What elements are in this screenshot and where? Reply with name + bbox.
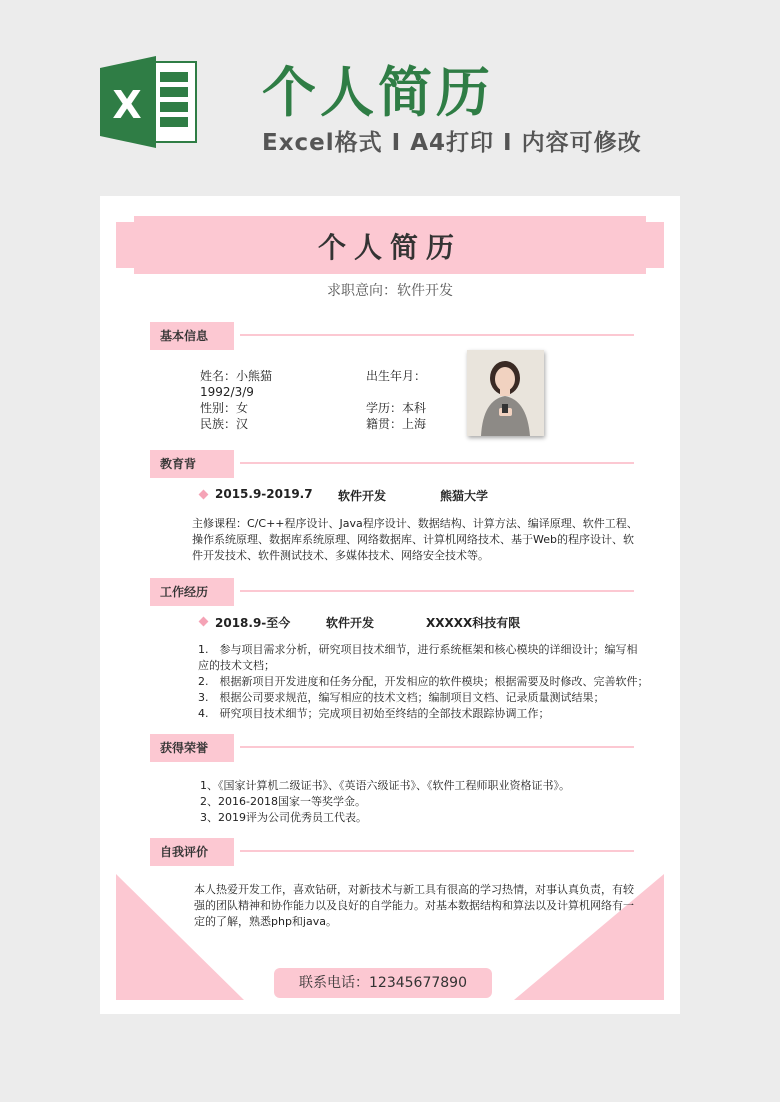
self-eval-line: 定的了解，熟悉php和java。 [194, 915, 337, 928]
basic-degree: 学历：本科 [366, 401, 427, 415]
honor-item: 1、《国家计算机二级证书》、《英语六级证书》、《软件工程师职业资格证书》。 [200, 779, 570, 792]
profile-photo [467, 350, 544, 436]
work-duty-line: 2. 根据新项目开发进度和任务分配，开发相应的软件模块；根据需要及时修改、完善软件； [198, 675, 649, 688]
section-education: 教育背 [150, 450, 234, 478]
excel-logo-icon [100, 56, 198, 148]
work-duty-line: 1. 参与项目需求分析，研究项目技术细节，进行系统框架和核心模块的详细设计；编写相 [198, 643, 638, 656]
logo-letter: X [112, 83, 142, 127]
section-divider [240, 590, 634, 592]
honor-item: 2、2016-2018国家一等奖学金。 [200, 795, 366, 808]
edu-courses-line: 操作系统原理、数据库系统原理、网络数据库、计算机网络技术、基于Web的程序设计、软 [192, 533, 634, 546]
edu-major: 软件开发 [338, 489, 387, 503]
section-divider [240, 334, 634, 336]
diamond-bullet-icon [199, 490, 209, 500]
resume-paper [100, 196, 680, 1014]
basic-origin: 籍贯：上海 [366, 417, 427, 431]
self-eval-line: 本人热爱开发工作，喜欢钻研，对新技术与新工具有很高的学习热情，对事认真负责，有较 [194, 883, 634, 896]
edu-period: 2015.9-2019.7 [215, 487, 313, 501]
work-duty-line: 3. 根据公司要求规范，编写相应的技术文档；编制项目文档、记录质量测试结果； [198, 691, 605, 704]
section-self-eval: 自我评价 [150, 838, 234, 866]
edu-courses-line: 主修课程：C/C++程序设计、Java程序设计、数据结构、计算方法、编译原理、软件工程、 [192, 517, 638, 530]
basic-ethnicity: 民族：汉 [200, 417, 249, 431]
basic-birth-value: 1992/3/9 [200, 385, 254, 399]
honor-item: 3、2019评为公司优秀员工代表。 [200, 811, 367, 824]
work-duty-line: 4. 研究项目技术细节；完成项目初始至终结的全部技术跟踪协调工作； [198, 707, 550, 720]
basic-birth-label: 出生年月： [366, 369, 427, 383]
edu-courses-line: 件开发技术、软件测试技术、多媒体技术、网络安全技术等。 [192, 549, 489, 562]
section-basic-info: 基本信息 [150, 322, 234, 350]
job-intent: 求职意向：软件开发 [327, 283, 453, 299]
section-honors: 获得荣誉 [150, 734, 234, 762]
work-company: XXXXX科技有限 [426, 616, 521, 630]
section-divider [240, 746, 634, 748]
page-title: 个人简历 [262, 61, 494, 124]
basic-gender: 性别：女 [200, 401, 249, 415]
basic-name: 姓名：小熊猫 [200, 369, 273, 383]
work-period: 2018.9-至今 [215, 616, 291, 630]
work-position: 软件开发 [326, 616, 375, 630]
page-subtitle: Excel格式 I A4打印 I 内容可修改 [262, 130, 642, 156]
section-work: 工作经历 [150, 578, 234, 606]
self-eval-line: 强的团队精神和协作能力以及良好的自学能力。对基本数据结构和算法以及计算机网络有一 [194, 899, 634, 912]
edu-school: 熊猫大学 [440, 489, 489, 503]
work-duty-line: 应的技术文档； [198, 659, 275, 672]
section-divider [240, 850, 634, 852]
resume-title: 个人简历 [317, 231, 462, 264]
diamond-bullet-icon [199, 617, 209, 627]
section-divider [240, 462, 634, 464]
contact-phone: 联系电话：12345677890 [274, 968, 492, 998]
